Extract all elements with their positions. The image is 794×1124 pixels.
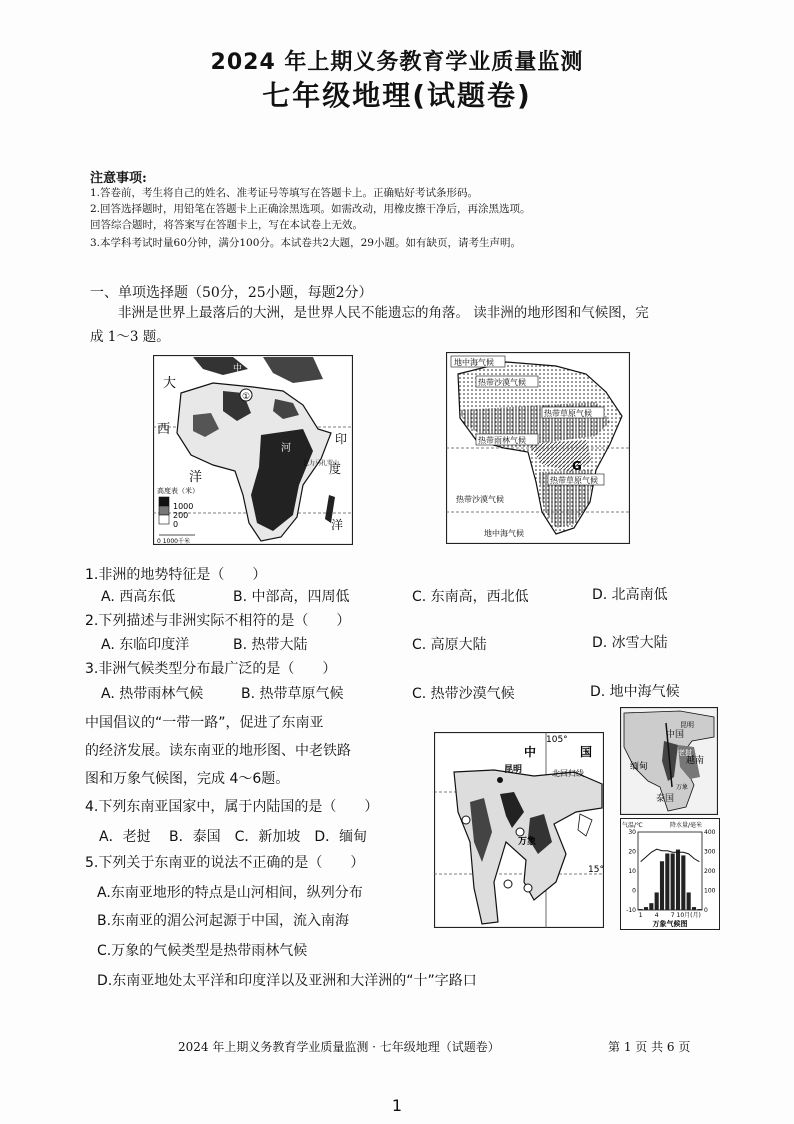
option-3c: C. 热带沙漠气候 [412, 686, 515, 702]
africa-climate-map [446, 352, 630, 544]
precipitation-bar [676, 850, 680, 910]
right-tick-label: 200 [704, 868, 716, 875]
exam-title: 2024 年上期义务教育学业质量监测 [210, 50, 584, 75]
map-label: 北回归线 [552, 769, 584, 778]
map-label: 105° [546, 735, 568, 745]
option-2d: D. 冰雪大陆 [592, 635, 668, 651]
x-tick-label: 7 [670, 912, 675, 919]
right-axis-unit: 降水量/毫米 [670, 822, 703, 829]
map-label: 昆明 [504, 765, 523, 775]
notice-item: 3.本学科考试时量60分钟，满分100分。本试卷共2大题，29小题。如有缺页，请考生声明。 [90, 237, 521, 249]
climate-label: 热带沙漠气候 [478, 378, 526, 387]
exam-subtitle: 七年级地理(试题卷) [262, 79, 532, 112]
question-5: 5.下列关于东南亚的说法不正确的是（ ） [85, 855, 365, 871]
climate-label: 热带雨林气候 [478, 436, 526, 445]
map-label: 15° [588, 865, 604, 875]
precipitation-bar [687, 892, 691, 910]
vientiane-climate-chart [620, 818, 720, 930]
intro2-text: 图和万象气候图，完成 4～6题。 [85, 771, 290, 787]
right-tick-label: 100 [704, 887, 716, 895]
climate-label: 地中海气候 [484, 529, 524, 538]
map-label: 河 [281, 443, 291, 454]
right-tick-label: 400 [704, 829, 716, 836]
options-4: A．老挝 B．泰国 C．新加坡 D．缅甸 [99, 829, 368, 845]
option-5b: B.东南亚的湄公河起源于中国，流入南海 [97, 913, 350, 929]
chart-caption: 万象气候图 [652, 920, 688, 928]
map-scale: 0 1000千米 [157, 538, 190, 545]
legend-value: 200 [173, 511, 189, 520]
question-4: 4.下列东南亚国家中，属于内陆国的是（ ） [85, 799, 379, 815]
africa-terrain-map [153, 355, 353, 545]
map-label: 泰国 [656, 794, 675, 804]
precipitation-bar [671, 853, 675, 910]
precipitation-bar [697, 909, 701, 910]
precipitation-bar [665, 853, 669, 910]
map-label: 中 [233, 364, 243, 374]
intro-text: 非洲是世界上最落后的大洲，是世界人民不能遗忘的角落。 读非洲的地形图和气候图，完 [118, 305, 649, 321]
map-label: 中国 [666, 730, 685, 740]
map-marker: G [572, 459, 582, 473]
legend-swatch [159, 515, 169, 524]
section-heading: 一、单项选择题（50分，25小题，每题2分） [90, 285, 373, 301]
option-3b: B. 热带草原气候 [241, 686, 344, 702]
option-1b: B. 中部高，四周低 [233, 589, 350, 605]
precipitation-bar [644, 907, 648, 910]
map-label: 印 [335, 432, 348, 446]
map-label: 西 [157, 422, 171, 437]
map-label: 国 [580, 745, 593, 759]
intro2-text: 的经济发展。读东南亚的地形图、中老铁路 [85, 743, 351, 759]
map-label: 老挝 [678, 749, 692, 757]
climate-label: 热带草原气候 [550, 476, 598, 485]
left-tick-label: 10 [628, 868, 636, 875]
intro-text: 成 1～3 题。 [90, 329, 170, 345]
footer-page-info: 第 1 页 共 6 页 [608, 1040, 691, 1054]
question-2: 2.下列描述与非洲实际不相符的是（ ） [85, 613, 351, 629]
map-label: 洋 [331, 518, 344, 532]
precipitation-bar [649, 903, 653, 910]
climate-label: 热带草原气候 [544, 409, 592, 418]
map-label: 昆明 [680, 721, 694, 729]
question-1: 1.非洲的地势特征是（ ） [85, 567, 267, 583]
map-label: 万象 [676, 784, 689, 791]
option-2a: A. 东临印度洋 [101, 637, 190, 653]
map-label: 洋 [189, 470, 203, 485]
southeast-asia-map [434, 732, 604, 928]
legend-value: 0 [173, 520, 179, 529]
climate-label: 地中海气候 [454, 358, 494, 367]
map-label: 中 [524, 745, 537, 759]
legend-swatch [159, 497, 169, 506]
notice-item: 2.回答选择题时，用铅笔在答题卡上正确涂黑选项。如需改动，用橡皮擦干净后，再涂黑选项。 [90, 203, 531, 215]
map-label: 大 [163, 376, 177, 391]
legend-title: 高度表（米） [157, 487, 199, 495]
precipitation-bar [660, 861, 664, 910]
x-tick-label: 4 [654, 912, 659, 919]
left-tick-label: -10 [626, 907, 636, 914]
option-5c: C.万象的气候类型是热带雨林气候 [97, 943, 308, 959]
left-tick-label: 30 [628, 829, 636, 836]
option-2b: B. 热带大陆 [233, 637, 308, 653]
option-3d: D. 地中海气候 [590, 684, 680, 700]
intro2-text: 中国倡议的“一带一路”，促进了东南亚 [85, 715, 324, 731]
option-1a: A. 西高东低 [101, 589, 176, 605]
option-5a: A.东南亚地形的特点是山河相间，纵列分布 [97, 885, 363, 901]
footer-title: 2024 年上期义务教育学业质量监测 · 七年级地理（试题卷） [178, 1040, 500, 1054]
map-label: 万象 [518, 837, 537, 847]
notice-item: 1.答卷前，考生将自己的姓名、准考证号等填写在答题卡上。正确贴好考试条形码。 [90, 187, 479, 199]
precipitation-bar [655, 892, 659, 910]
option-2c: C. 高原大陆 [412, 637, 487, 653]
legend-swatch [159, 506, 169, 515]
x-tick-label: 1 [638, 912, 643, 919]
notice-item: 回答综合题时，将答案写在答题卡上，写在本试卷上无效。 [90, 219, 363, 231]
page-number: 1 [391, 1096, 403, 1115]
precipitation-bar [681, 855, 685, 910]
climate-label: 热带沙漠气候 [456, 495, 504, 504]
map-marker: ① [241, 392, 251, 402]
x-tick-label: 10月(月) [676, 912, 701, 919]
map-label: 缅甸 [630, 762, 649, 772]
map-label: 乞力马扎罗山 [303, 460, 340, 467]
legend-value: 1000 [173, 502, 194, 511]
question-3: 3.非洲气候类型分布最广泛的是（ ） [85, 661, 337, 677]
option-1c: C. 东南高，西北低 [412, 589, 529, 605]
left-axis-unit: 气温/℃ [622, 822, 643, 829]
right-tick-label: 300 [704, 848, 716, 856]
option-5d: D.东南亚地处太平洋和印度洋以及亚洲和大洋洲的“十”字路口 [97, 973, 477, 989]
option-3a: A. 热带雨林气候 [101, 686, 204, 702]
notice-heading: 注意事项: [90, 171, 147, 186]
map-label: 越南 [686, 756, 705, 766]
china-laos-railway-map [620, 707, 718, 815]
right-tick-label: 0 [704, 907, 708, 914]
option-1d: D. 北高南低 [592, 587, 668, 603]
precipitation-bar [639, 909, 643, 910]
left-tick-label: 0 [632, 887, 636, 895]
map-label: 度 [329, 462, 342, 476]
left-tick-label: 20 [628, 848, 636, 856]
precipitation-bar [692, 907, 696, 910]
